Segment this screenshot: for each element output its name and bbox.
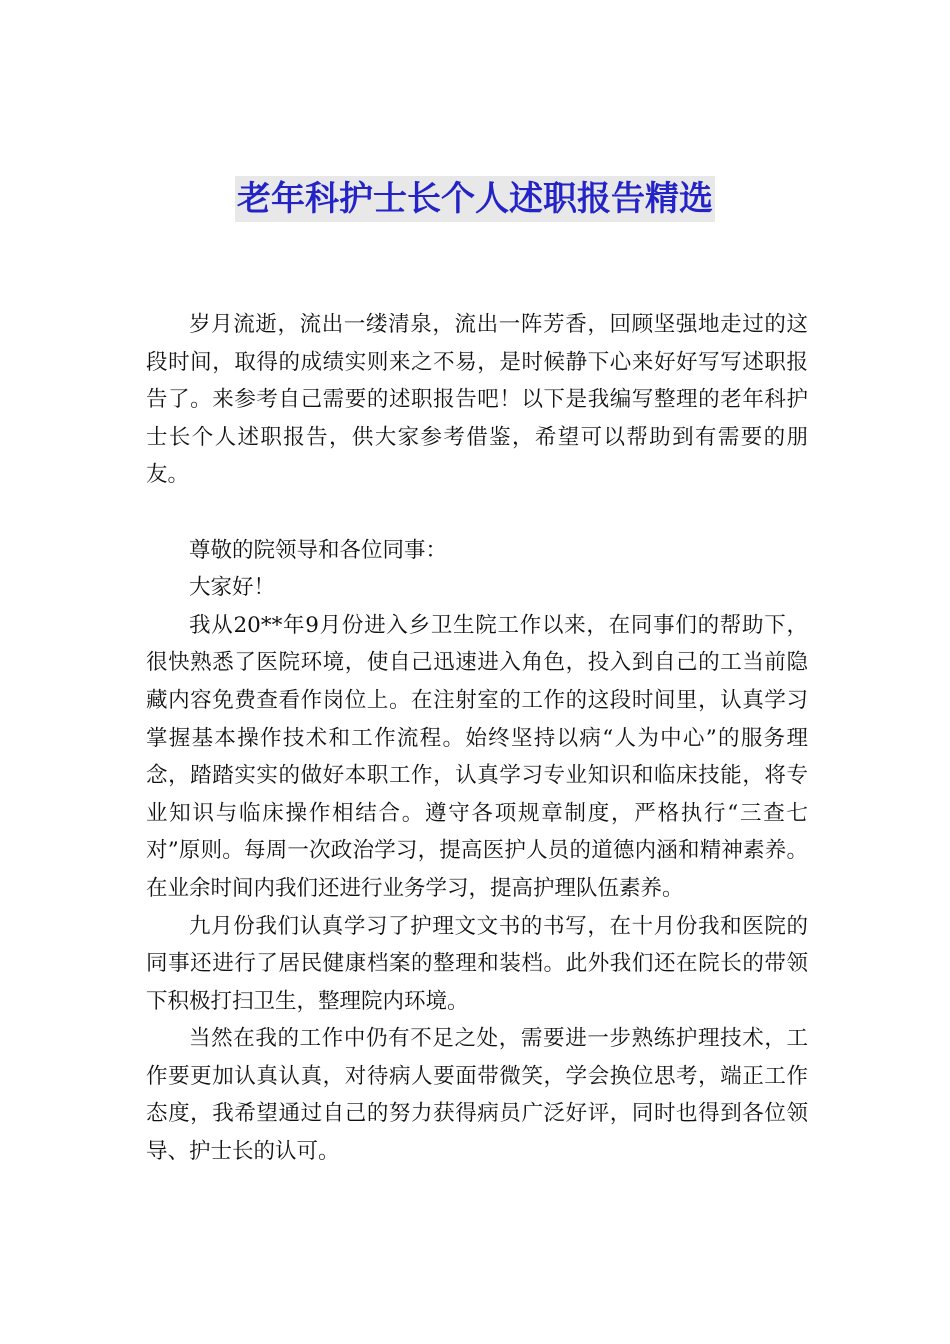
intro-paragraph: 岁月流逝，流出一缕清泉，流出一阵芳香，回顾坚强地走过的这段时间，取得的成绩实则来之不易，是时候静下心来好好写写述职报告了。来参考自己需要的述职报告吧！以下是我编写整理的老年科护士长个人述职报告，供大家参考借鉴，希望可以帮助到有需要的朋友。 [146,312,808,488]
body-paragraph: 当然在我的工作中仍有不足之处，需要进一步熟练护理技术，工作要更加认真认真，对待病人要面带微笑，学会换位思考，端正工作态度，我希望通过自己的努力获得病员广泛好评，同时也得到各位领导、护士长的认可。 [146,1026,808,1165]
body-paragraph: 我从20**年9月份进入乡卫生院工作以来，在同事们的帮助下，很快熟悉了医院环境，使自己迅速进入角色，投入到自己的工当前隐藏内容免费查看作岗位上。在注射室的工作的这段时间里，认真学习掌握基本操作技术和工作流程。始终坚持以病“人为中心”的服务理念，踏踏实实的做好本职工作，认真学习专业知识和临床技能，将专业知识与临床操作相结合。遵守各项规章制度，严格执行“三查七对”原则。每周一次政治学习，提高医护人员的道德内涵和精神素养。在业余时间内我们还进行业务学习，提高护理队伍素养。 [146,612,808,901]
salutation: 尊敬的院领导和各位同事： [189,537,448,563]
title-container [0,176,950,222]
document-title: 老年科护士长个人述职报告精选 [235,176,715,222]
greeting: 大家好！ [189,575,276,601]
document-body [146,306,808,1171]
body-paragraph: 九月份我们认真学习了护理文文书的书写，在十月份我和医院的同事还进行了居民健康档案的整理和装档。此外我们还在院长的带领下积极打扫卫生，整理院内环境。 [146,913,808,1014]
